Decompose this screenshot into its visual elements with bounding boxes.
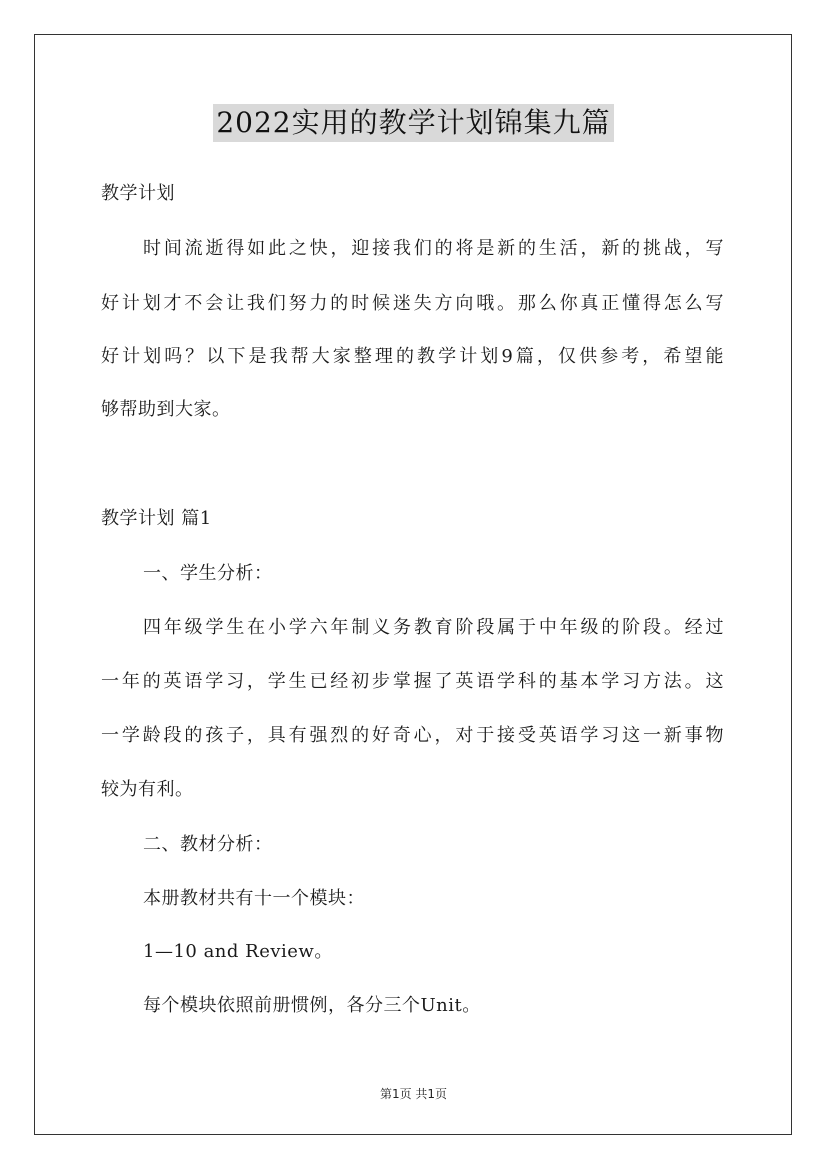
- student-analysis-line-3: 一学龄段的孩子，具有强烈的好奇心，对于接受英语学习这一新事物: [101, 725, 724, 746]
- intro-line-2: 好计划才不会让我们努力的时候迷失方向哦。那么你真正懂得怎么写: [101, 293, 724, 314]
- intro-line-3: 好计划吗？以下是我帮大家整理的教学计划9篇，仅供参考，希望能: [101, 346, 724, 367]
- heading-textbook-analysis: 二、教材分析：: [143, 834, 273, 855]
- textbook-units-line: 每个模块依照前册惯例，各分三个Unit。: [143, 995, 481, 1016]
- student-analysis-line-1: 四年级学生在小学六年制义务教育阶段属于中年级的阶段。经过: [143, 617, 724, 638]
- section-label: 教学计划: [101, 183, 175, 204]
- student-analysis-line-4: 较为有利。: [101, 779, 194, 800]
- document-title: 2022实用的教学计划锦集九篇: [213, 104, 613, 142]
- heading-student-analysis: 一、学生分析：: [143, 563, 273, 584]
- intro-line-4: 够帮助到大家。: [101, 399, 231, 420]
- student-analysis-line-2: 一年的英语学习，学生已经初步掌握了英语学科的基本学习方法。这: [101, 671, 724, 692]
- textbook-range-line: 1—10 and Review。: [143, 941, 333, 962]
- chapter-heading: 教学计划 篇1: [101, 508, 212, 529]
- textbook-modules-line: 本册教材共有十一个模块：: [143, 888, 365, 909]
- page-footer: 第1页 共1页: [379, 1087, 448, 1101]
- intro-line-1: 时间流逝得如此之快，迎接我们的将是新的生活，新的挑战，写: [143, 238, 724, 259]
